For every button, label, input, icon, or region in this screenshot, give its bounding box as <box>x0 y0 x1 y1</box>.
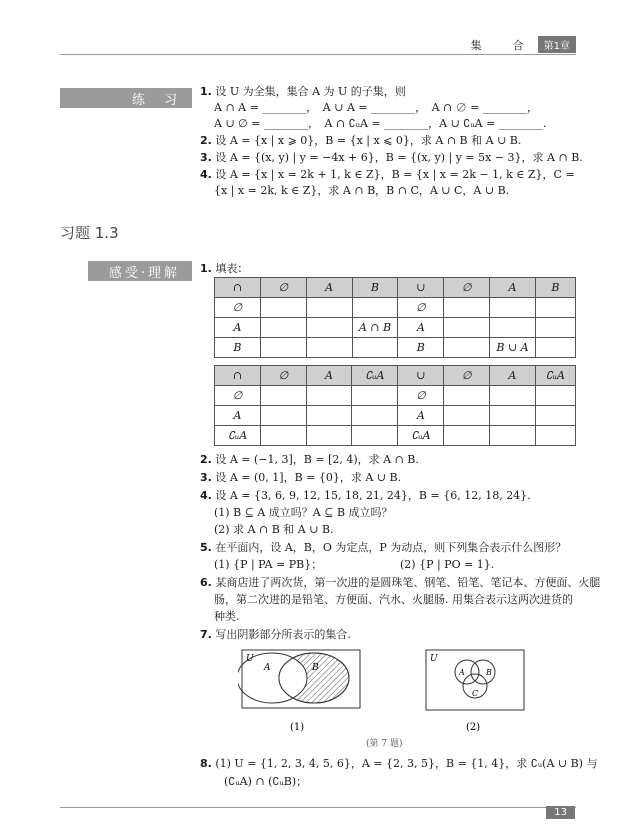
table2-cell <box>444 386 490 406</box>
table2-cell <box>261 426 307 446</box>
table2-header-cell: A <box>490 366 536 386</box>
table2-cell <box>535 406 575 426</box>
table2-cell <box>352 386 398 406</box>
table2-cell: A <box>215 406 261 426</box>
table1-row <box>215 318 576 338</box>
exercise-q1: 1. 填表： <box>200 262 249 275</box>
venn-figures <box>238 646 568 750</box>
table1-cell <box>444 298 490 318</box>
table2-header-cell: A <box>306 366 352 386</box>
practice-q4-line2: {x | x = 2k, k ∈ Z}，求 A ∩ B，B ∩ C，A ∪ C，A ∪ B. <box>214 184 510 197</box>
table2-cell <box>490 426 536 446</box>
table2-header-cell: ∁ᵤA <box>352 366 398 386</box>
header-rule <box>60 54 576 55</box>
label-a2: A <box>459 668 465 677</box>
figure-2-caption: (2) <box>466 722 481 733</box>
label-c2: C <box>472 689 479 698</box>
venn-figure-1 <box>238 650 360 708</box>
table1-cell <box>490 318 536 338</box>
figure-1-caption: (1) <box>290 722 305 733</box>
table2-cell <box>261 386 307 406</box>
universe-box-2 <box>426 650 524 710</box>
fill-table-2 <box>214 365 576 446</box>
label-b1: B <box>312 663 319 673</box>
footer-rule <box>60 807 576 808</box>
table1-header-cell: ∅ <box>260 278 306 298</box>
table1-cell <box>444 338 490 358</box>
table2-cell <box>306 426 352 446</box>
table1-cell: ∅ <box>215 298 261 318</box>
table1-cell <box>352 298 398 318</box>
exercise-q8-line2: (∁ᵤA) ∩ (∁ᵤB)； <box>224 775 308 788</box>
exercise-q2: 2. 设 A = (−1, 3]，B = [2, 4)，求 A ∩ B. <box>200 453 419 466</box>
exercise-q6-line1: 6. 某商店进了两次货，第一次进的是圆珠笔、钢笔、铅笔、笔记本、方便面、火腿 <box>200 576 601 589</box>
table1-cell <box>260 318 306 338</box>
table2-cell <box>306 386 352 406</box>
table2-cell: ∅ <box>398 386 444 406</box>
table1-cell <box>352 338 398 358</box>
practice-q1-line2: A ∪ ∅ = ________， A ∩ ∁ᵤA = ________，A ∪ ∁ᵤA = ________. <box>214 117 547 130</box>
table2-cell: ∁ᵤA <box>398 426 444 446</box>
table2-cell: A <box>398 406 444 426</box>
table1-header-cell: B <box>535 278 575 298</box>
table2-header-row <box>215 366 576 386</box>
exercise-q5-sub1: (1) {P | PA = PB}； <box>214 558 323 571</box>
label-a1: A <box>264 663 271 673</box>
table1-row <box>215 298 576 318</box>
table1-cell <box>535 318 575 338</box>
practice-q3: 3. 设 A = {(x, y) | y = −4x + 6}，B = {(x, y) | y = 5x − 3}，求 A ∩ B. <box>200 151 583 164</box>
table1-cell: A <box>398 318 444 338</box>
table2-cell: ∁ᵤA <box>215 426 261 446</box>
running-header <box>60 36 576 58</box>
table1-cell <box>260 298 306 318</box>
table1-header-row <box>215 278 576 298</box>
table1-header-cell: ∅ <box>444 278 490 298</box>
table2-row <box>215 426 576 446</box>
exercise-q4-sub1: (1) B ⊆ A 成立吗？A ⊆ B 成立吗？ <box>214 506 393 519</box>
exercise-q4: 4. 设 A = {3, 6, 9, 12, 15, 18, 21, 24}，B = {6, 12, 18, 24}. <box>200 489 531 502</box>
label-u2: U <box>430 654 438 664</box>
table2-cell <box>306 406 352 426</box>
exercise-q6-line3: 种类. <box>214 610 240 623</box>
table2-cell <box>535 386 575 406</box>
exercise-q6-line2: 肠，第二次进的是铅笔、方便面、汽水、火腿肠. 用集合表示这两次进货的 <box>214 593 573 606</box>
table1-header-cell: A <box>490 278 536 298</box>
practice-q1-line1: A ∩ A = ________， A ∪ A = ________， A ∩ ∅ = ________， <box>214 101 538 114</box>
table1-header-cell: ∪ <box>398 278 444 298</box>
table1-cell <box>444 318 490 338</box>
section-title: 习题 1.3 <box>60 224 119 242</box>
table1-header-cell: A <box>306 278 352 298</box>
table2-cell <box>444 426 490 446</box>
table1-cell <box>535 338 575 358</box>
table1-row <box>215 338 576 358</box>
table1-cell <box>306 298 352 318</box>
table1-cell: A <box>215 318 261 338</box>
table2-cell: ∅ <box>215 386 261 406</box>
table1-cell <box>306 318 352 338</box>
table1-cell <box>490 298 536 318</box>
table1-cell: ∅ <box>398 298 444 318</box>
fill-table-1 <box>214 277 576 358</box>
table2-cell <box>490 406 536 426</box>
exercise-q5: 5. 在平面内，设 A，B，O 为定点，P 为动点，则下列集合表示什么图形？ <box>200 541 567 554</box>
practice-badge: 练 习 <box>60 88 192 108</box>
label-b2: B <box>486 668 492 677</box>
table2-cell <box>444 406 490 426</box>
table1-cell: B <box>398 338 444 358</box>
table2-row <box>215 386 576 406</box>
exercise-q8-line1: 8. (1) U = {1, 2, 3, 4, 5, 6}，A = {2, 3, 5}，B = {1, 4}，求 ∁ᵤ(A ∪ B) 与 <box>200 757 598 770</box>
table1-header-cell: B <box>352 278 398 298</box>
table2-row <box>215 406 576 426</box>
chapter-number-badge: 第1章 <box>538 36 576 53</box>
table1-cell <box>260 338 306 358</box>
table2-cell <box>261 406 307 426</box>
table2-cell <box>490 386 536 406</box>
exercise-q3: 3. 设 A = (0, 1]，B = {0}，求 A ∪ B. <box>200 471 402 484</box>
exercise-q4-sub2: (2) 求 A ∩ B 和 A ∪ B. <box>214 523 334 536</box>
table1-cell: B ∪ A <box>490 338 536 358</box>
table2-header-cell: ∪ <box>398 366 444 386</box>
table2-header-cell: ∅ <box>444 366 490 386</box>
exercises-badge: 感受·理解 <box>88 261 192 281</box>
table2-cell <box>352 426 398 446</box>
table2-header-cell: ∅ <box>261 366 307 386</box>
exercise-q5-sub2: (2) {P | PO = 1}. <box>400 558 495 571</box>
table1-cell <box>535 298 575 318</box>
chapter-title: 集 合 <box>470 38 534 52</box>
page-number: 13 <box>546 806 575 819</box>
exercise-q7: 7. 写出阴影部分所表示的集合. <box>200 628 351 641</box>
table2-cell <box>352 406 398 426</box>
label-u1: U <box>246 654 254 664</box>
practice-q1-lead: 1. 设 U 为全集，集合 A 为 U 的子集，则 <box>200 85 406 98</box>
table1-cell: A ∩ B <box>352 318 398 338</box>
table2-header-cell: ∩ <box>215 366 261 386</box>
figure-caption: (第 7 题) <box>366 739 403 749</box>
practice-q2: 2. 设 A = {x | x ⩾ 0}，B = {x | x ⩽ 0}，求 A ∩ B 和 A ∪ B. <box>200 134 522 147</box>
table2-cell <box>535 426 575 446</box>
table1-cell <box>306 338 352 358</box>
table1-header-cell: ∩ <box>215 278 261 298</box>
venn-figure-2 <box>426 650 524 710</box>
practice-q4-line1: 4. 设 A = {x | x = 2k + 1, k ∈ Z}，B = {x | x = 2k − 1, k ∈ Z}，C = <box>200 168 575 181</box>
table2-header-cell: ∁ᵤA <box>535 366 575 386</box>
table1-cell: B <box>215 338 261 358</box>
